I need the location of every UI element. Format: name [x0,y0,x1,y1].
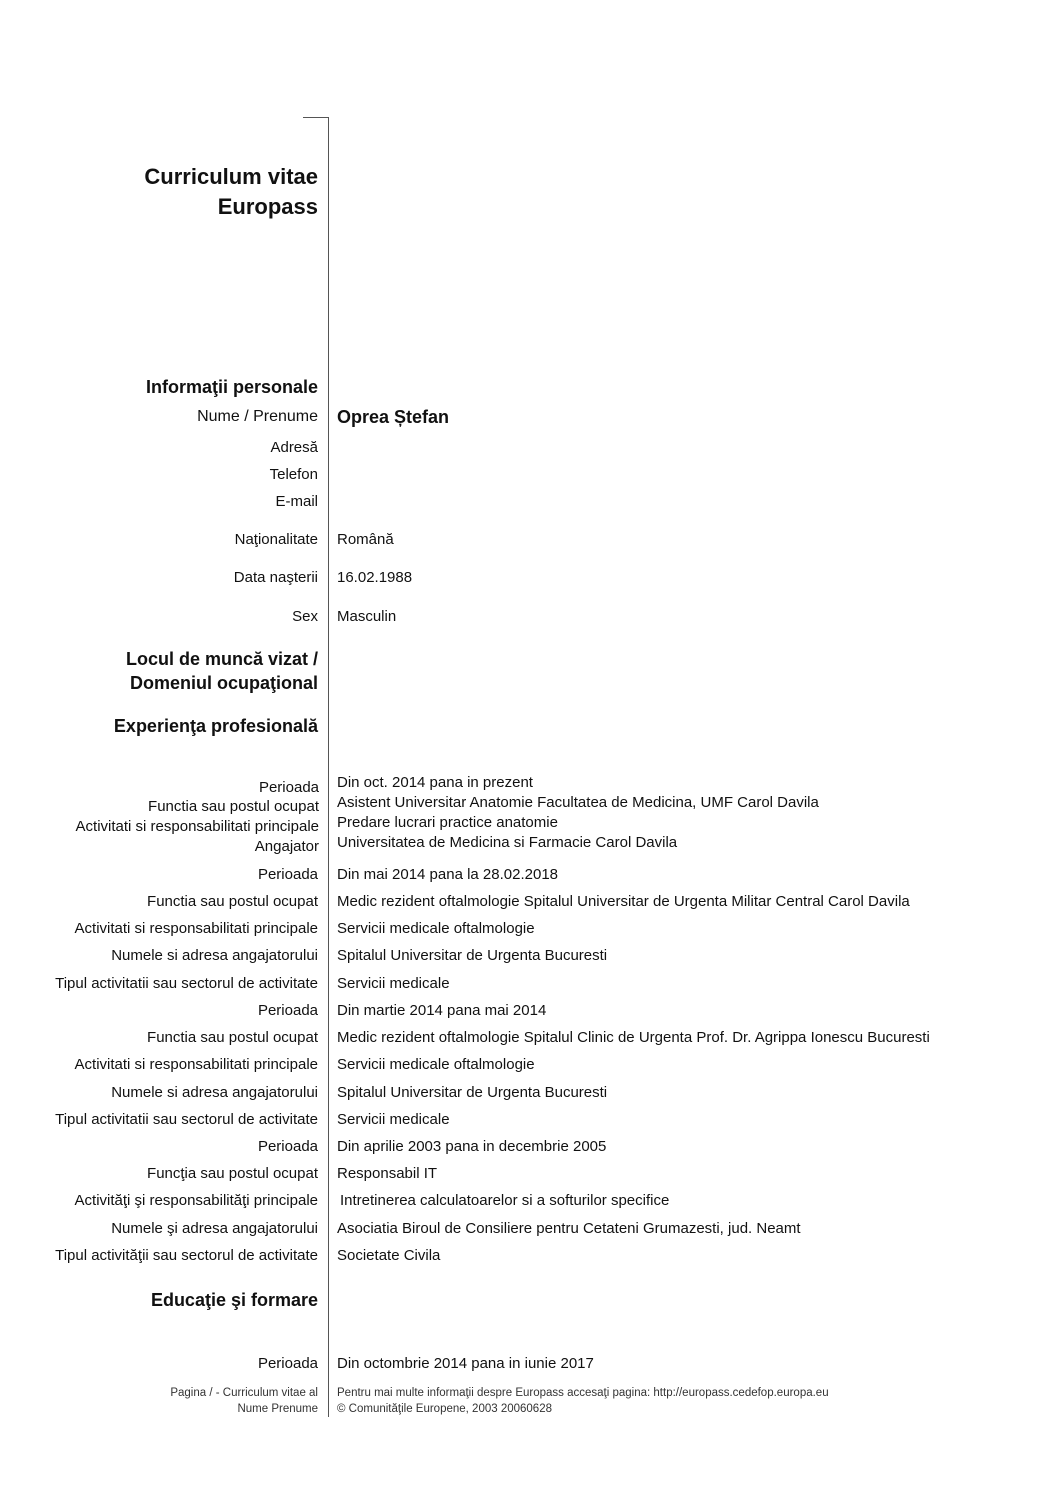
exp3-sector-value: Servicii medicale [337,1111,450,1128]
name-label: Nume / Prenume [197,408,318,425]
exp2-sector-value: Servicii medicale [337,975,450,992]
exp2-employer-value: Spitalul Universitar de Urgenta Bucuresti [337,947,608,964]
address-label: Adresă [270,439,318,456]
name-value: Oprea Ștefan [337,407,450,427]
exp4-function-label: Funcţia sau postul ocupat [147,1165,318,1182]
job-target-heading-line1: Locul de muncă vizat / [125,649,318,669]
footer-copyright: © Comunităţile Europene, 2003 20060628 [337,1403,552,1415]
exp1-period-value: Din oct. 2014 pana in prezent [337,774,533,791]
exp1-function-value: Asistent Universitar Anatomie Facultatea de Medicina, UMF Carol Davila [337,794,819,811]
experience-heading: Experienţa profesională [113,716,318,736]
exp4-employer-label: Numele şi adresa angajatorului [111,1220,318,1237]
phone-label: Telefon [269,466,318,483]
exp1-employer-label: Angajator [254,838,319,855]
exp4-period-label: Perioada [257,1138,318,1155]
exp2-period-value: Din mai 2014 pana la 28.02.2018 [337,866,559,883]
exp1-function-label: Functia sau postul ocupat [148,798,319,815]
birthdate-label: Data naşterii [233,569,318,586]
exp2-sector-label: Tipul activitatii sau sectorul de activitate [55,975,318,992]
cv-title-line2: Europass [217,194,318,219]
exp2-function-value: Medic rezident oftalmologie Spitalul Universitar de Urgenta Militar Central Carol Davila [337,893,910,910]
sex-label: Sex [292,608,318,625]
exp3-period-label: Perioada [257,1002,318,1019]
exp1-activities-value: Predare lucrari practice anatomie [337,814,558,831]
edu-period-value: Din octombrie 2014 pana in iunie 2017 [337,1355,594,1372]
exp3-employer-value: Spitalul Universitar de Urgenta Bucuresti [337,1084,608,1101]
footer-name-label: Nume Prenume [237,1403,318,1415]
exp3-employer-label: Numele si adresa angajatorului [111,1084,318,1101]
cv-title-line1: Curriculum vitae [144,164,318,189]
exp2-employer-label: Numele si adresa angajatorului [111,947,318,964]
education-heading: Educaţie şi formare [150,1290,318,1310]
exp2-function-label: Functia sau postul ocupat [147,893,318,910]
exp2-activities-label: Activitati si responsabilitati principale [74,920,318,937]
column-divider [328,117,329,1417]
exp2-period-label: Perioada [257,866,318,883]
exp3-period-value: Din martie 2014 pana mai 2014 [337,1002,547,1019]
exp3-sector-label: Tipul activitatii sau sectorul de activitate [55,1111,318,1128]
exp3-activities-value: Servicii medicale oftalmologie [337,1056,535,1073]
exp2-activities-value: Servicii medicale oftalmologie [337,920,535,937]
exp3-activities-label: Activitati si responsabilitati principale [74,1056,318,1073]
footer-info-text: Pentru mai multe informaţii despre Europass accesaţi pagina: http://europass.cedefop.europa.eu [337,1387,829,1399]
email-label: E-mail [275,493,318,510]
exp4-activities-label: Activităţi şi responsabilităţi principale [74,1192,318,1209]
exp1-employer-value: Universitatea de Medicina si Farmacie Carol Davila [337,834,678,851]
exp4-activities-value: Intretinerea calculatoarelor si a softurilor specifice [340,1192,670,1209]
personal-info-heading: Informaţii personale [145,377,318,397]
exp4-sector-label: Tipul activităţii sau sectorul de activitate [55,1247,318,1264]
exp4-period-value: Din aprilie 2003 pana in decembrie 2005 [337,1138,607,1155]
edu-period-label: Perioada [257,1355,318,1372]
exp3-function-value: Medic rezident oftalmologie Spitalul Clinic de Urgenta Prof. Dr. Agrippa Ionescu Bucuresti [337,1029,930,1046]
exp4-function-value: Responsabil IT [337,1165,438,1182]
exp3-function-label: Functia sau postul ocupat [147,1029,318,1046]
sex-value: Masculin [337,608,397,625]
nationality-value: Română [337,531,394,548]
exp1-period-label: Perioada [258,779,319,796]
footer-page-label: Pagina / - Curriculum vitae al [170,1387,318,1399]
exp1-activities-label: Activitati si responsabilitati principale [75,818,319,835]
nationality-label: Naţionalitate [234,531,318,548]
job-target-heading-line2: Domeniul ocupaţional [129,673,318,693]
exp4-employer-value: Asociatia Biroul de Consiliere pentru Cetateni Grumazesti, jud. Neamt [337,1220,801,1237]
birthdate-value: 16.02.1988 [337,569,413,586]
exp4-sector-value: Societate Civila [337,1247,441,1264]
divider-top-tick [303,117,329,118]
